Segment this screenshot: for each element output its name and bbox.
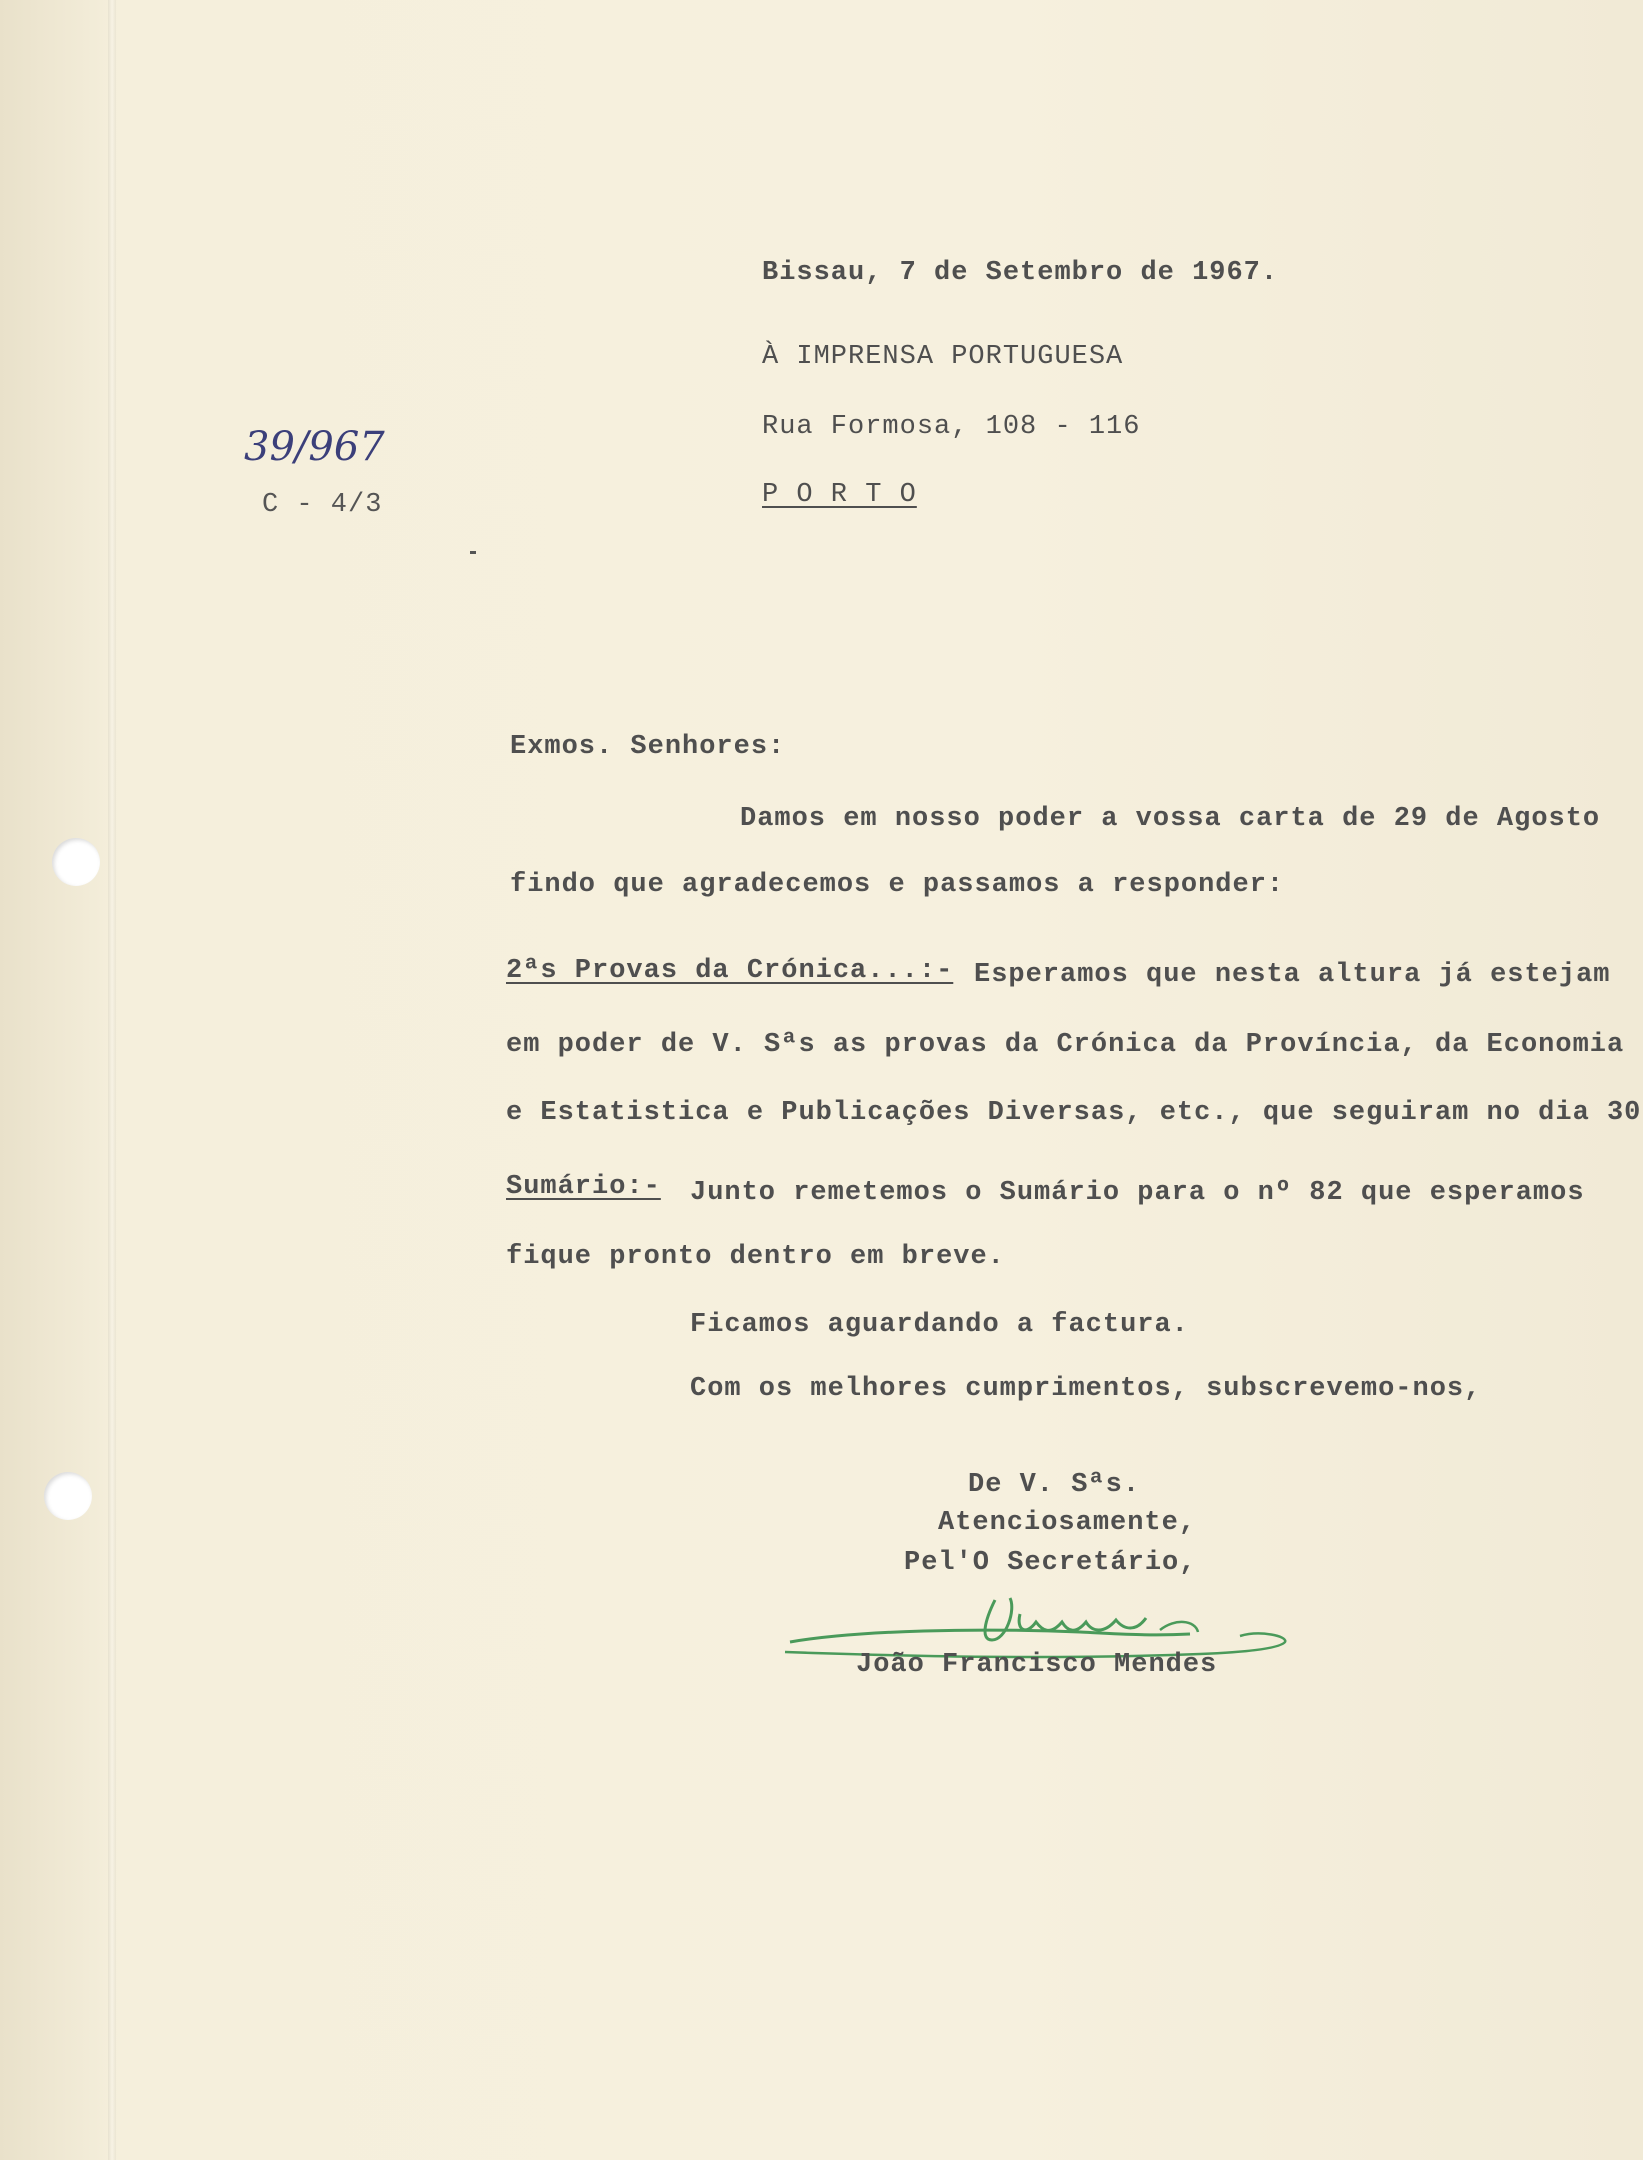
signer-name: João Francisco Mendes (856, 1650, 1218, 1680)
body-paragraph-5: Com os melhores cumprimentos, subscrevemo-nos, (690, 1374, 1482, 1404)
punch-hole-top (52, 838, 100, 886)
section-label-sumario: Sumário:- (506, 1172, 661, 1202)
body-paragraph-2-line-1: Esperamos que nesta altura já estejam (974, 960, 1611, 990)
body-paragraph-3-line-2: fique pronto dentro em breve. (506, 1242, 1005, 1272)
ink-speck (470, 551, 476, 554)
closing-line-3: Pel'O Secretário, (904, 1548, 1197, 1578)
body-paragraph-3-line-1: Junto remetemos o Sumário para o nº 82 que esperamos (690, 1178, 1585, 1208)
reference-number: 39/967 (244, 424, 385, 470)
date-line: Bissau, 7 de Setembro de 1967. (762, 258, 1279, 288)
recipient-address: Rua Formosa, 108 - 116 (762, 412, 1141, 442)
recipient-name: À IMPRENSA PORTUGUESA (762, 342, 1124, 372)
reference-code: C - 4/3 (262, 490, 383, 520)
closing-line-1: De V. Sªs. (968, 1470, 1141, 1500)
section-label-provas: 2ªs Provas da Crónica...:- (506, 956, 954, 986)
body-paragraph-4: Ficamos aguardando a factura. (690, 1310, 1189, 1340)
body-paragraph-2-line-3: e Estatistica e Publicações Diversas, etc., que seguiram no dia 30 (506, 1098, 1642, 1128)
body-paragraph-2-line-2: em poder de V. Sªs as provas da Crónica da Província, da Economia (506, 1030, 1625, 1060)
closing-line-2: Atenciosamente, (938, 1508, 1197, 1538)
salutation: Exmos. Senhores: (510, 732, 786, 762)
recipient-city: P O R T O (762, 480, 917, 510)
punch-hole-bottom (44, 1472, 92, 1520)
body-paragraph-1-line-2: findo que agradecemos e passamos a responder: (510, 870, 1285, 900)
body-paragraph-1-line-1: Damos em nosso poder a vossa carta de 29 de Agosto (740, 804, 1601, 834)
page-fold-shadow (108, 0, 116, 2160)
